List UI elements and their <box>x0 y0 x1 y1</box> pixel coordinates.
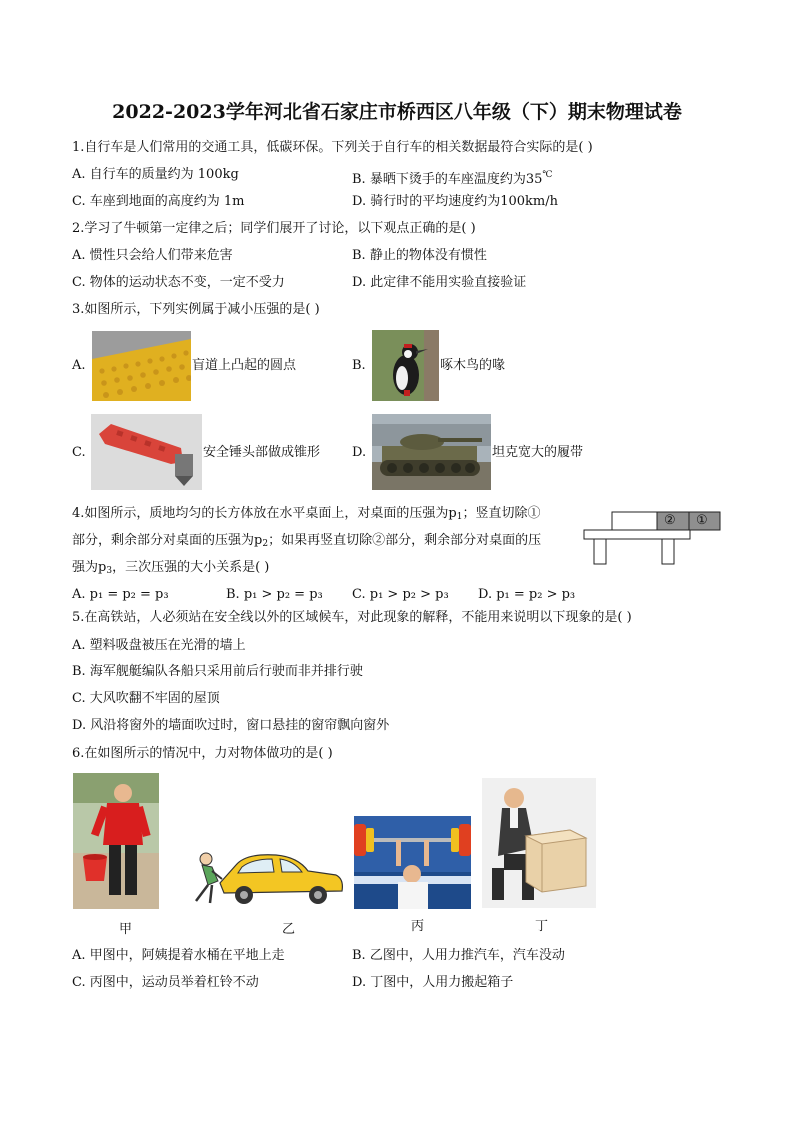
q4-option-d[interactable]: D. p₁ = p₂ > p₃ <box>478 587 576 602</box>
q3-option-c-letter[interactable]: C. <box>72 445 86 460</box>
q5-option-a[interactable]: A. 塑料吸盘被压在光滑的墙上 <box>72 638 246 653</box>
q4-stem-line1-end: ；竖直切除① <box>462 506 541 521</box>
q5-option-c[interactable]: C. 大风吹翻不牢固的屋顶 <box>72 691 220 706</box>
q4-option-c[interactable]: C. p₁ > p₂ > p₃ <box>352 587 449 602</box>
fig-label-yi: 乙 <box>282 922 296 937</box>
q4-option-b[interactable]: B. p₁ > p₂ = p₃ <box>226 587 323 602</box>
page-title: 2022-2023学年河北省石家庄市桥西区八年级（下）期末物理试卷 <box>112 101 682 123</box>
q4-stem-line3-text: 强为p <box>72 560 107 575</box>
bucket-carrying-image <box>73 773 159 909</box>
q4-stem-line1-text: 4.如图所示，质地均匀的长方体放在水平桌面上，对桌面的压强为p <box>72 506 457 521</box>
q4-p2-subscript: 2 <box>262 539 269 549</box>
q1-option-d[interactable]: D. 骑行时的平均速度约为100km/h <box>352 194 558 209</box>
woodpecker-image <box>372 330 439 401</box>
fig-label-bing: 丙 <box>411 919 425 934</box>
q3-option-c-text: 安全锤头部做成锥形 <box>203 445 321 460</box>
q3-option-a-text: 盲道上凸起的圆点 <box>192 358 297 373</box>
q1-option-b-text: B. 暴晒下烫手的车座温度约为35 <box>352 172 543 187</box>
q5-option-b[interactable]: B. 海军舰艇编队各船只采用前后行驶而非并排行驶 <box>72 664 363 679</box>
q4-stem-line2 <box>72 532 541 553</box>
fig-label-ding: 丁 <box>535 919 549 934</box>
q6-stem: 6.在如图所示的情况中，力对物体做功的是( ) <box>72 746 333 761</box>
car-pushing-image <box>180 845 345 911</box>
q5-option-d[interactable]: D. 风沿将窗外的墙面吹过时，窗口悬挂的窗帘飘向窗外 <box>72 718 390 733</box>
q4-p3-subscript: 3 <box>106 566 113 576</box>
tank-image <box>372 414 491 490</box>
q4-stem-line2-text: 部分，剩余部分对桌面的压强为p <box>72 533 263 548</box>
q3-option-b-text: 啄木鸟的喙 <box>440 358 506 373</box>
q4-stem-line3 <box>72 559 269 580</box>
q3-stem: 3.如图所示，下列实例属于减小压强的是( ) <box>72 302 320 317</box>
q1-stem: 1.自行车是人们常用的交通工具，低碳环保。下列关于自行车的相关数据最符合实际的是( ) <box>72 140 593 155</box>
block-label-2: ② <box>664 513 676 528</box>
q3-option-a-letter[interactable]: A. <box>72 358 86 373</box>
q1-option-a[interactable]: A. 自行车的质量约为 100kg <box>72 167 239 182</box>
q1-option-b-unit: ℃ <box>542 170 553 180</box>
q2-stem: 2.学习了牛顿第一定律之后；同学们展开了讨论，以下观点正确的是( ) <box>72 221 476 236</box>
q4-stem-line2-end: ；如果再竖直切除②部分，剩余部分对桌面的压 <box>268 533 542 548</box>
q1-option-c[interactable]: C. 车座到地面的高度约为 1m <box>72 194 245 209</box>
q4-option-a[interactable]: A. p₁ = p₂ = p₃ <box>72 587 169 602</box>
q2-option-d[interactable]: D. 此定律不能用实验直接验证 <box>352 275 527 290</box>
q4-p1-subscript: 1 <box>456 512 463 522</box>
fig-label-jia: 甲 <box>119 922 133 937</box>
q6-option-c[interactable]: C. 丙图中，运动员举着杠铃不动 <box>72 975 259 990</box>
box-lifting-image <box>482 778 596 908</box>
block-label-1: ① <box>696 513 708 528</box>
weightlifter-image <box>354 816 471 909</box>
q6-option-d[interactable]: D. 丁图中，人用力搬起箱子 <box>352 975 514 990</box>
q6-option-a[interactable]: A. 甲图中，阿姨提着水桶在平地上走 <box>72 948 285 963</box>
q6-option-b[interactable]: B. 乙图中，人用力推汽车，汽车没动 <box>352 948 565 963</box>
q4-stem-line1 <box>72 505 540 526</box>
q2-option-c[interactable]: C. 物体的运动状态不变，一定不受力 <box>72 275 285 290</box>
q3-option-d-text: 坦克宽大的履带 <box>492 445 584 460</box>
q3-option-d-letter[interactable]: D. <box>352 445 367 460</box>
q2-option-a[interactable]: A. 惯性只会给人们带来危害 <box>72 248 233 263</box>
q1-option-b[interactable] <box>352 166 552 189</box>
safety-hammer-image <box>91 414 202 490</box>
q5-stem: 5.在高铁站，人必须站在安全线以外的区域候车，对此现象的解释，不能用来说明以下现象的是( ) <box>72 610 632 625</box>
q4-stem-line3-end: ，三次压强的大小关系是( ) <box>112 560 270 575</box>
q3-option-b-letter[interactable]: B. <box>352 358 366 373</box>
tactile-paving-image <box>92 331 191 401</box>
block-on-table-diagram <box>582 510 722 566</box>
q2-option-b[interactable]: B. 静止的物体没有惯性 <box>352 248 487 263</box>
